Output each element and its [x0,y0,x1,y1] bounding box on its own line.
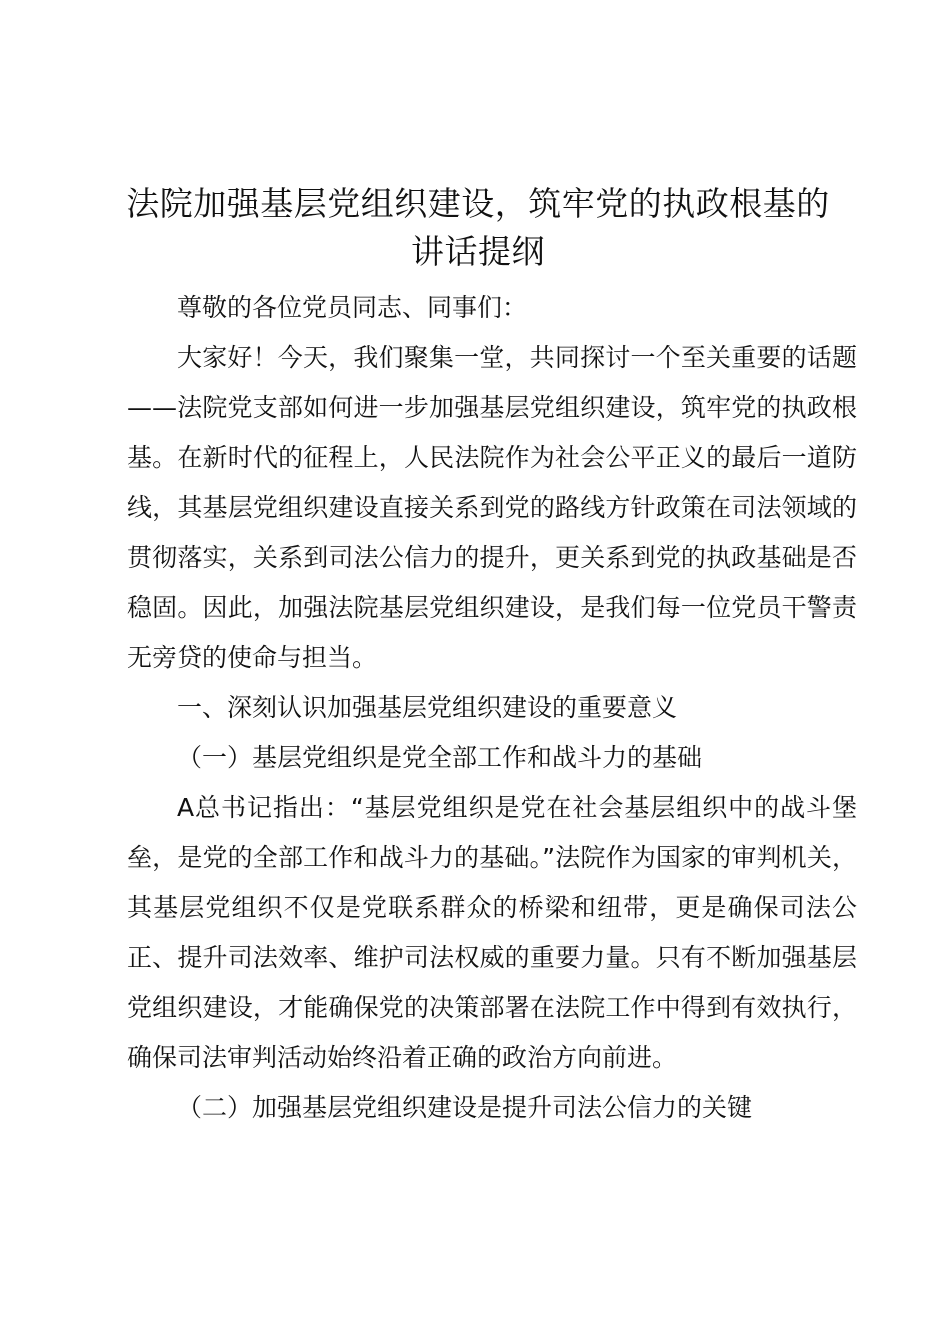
opening-paragraph: 大家好！今天，我们聚集一堂，共同探讨一个至关重要的话题——法院党支部如何进一步加强基层党组织建设，筑牢党的执政根基。在新时代的征程上，人民法院作为社会公平正义的最后一道防线，其基层党组织建设直接关系到党的路线方针政策在司法领域的贯彻落实，关系到司法公信力的提升，更关系到党的执政基础是否稳固。因此，加强法院基层党组织建设，是我们每一位党员干警责无旁贷的使命与担当。 [127,343,857,672]
body-paragraph: A总书记指出：“基层党组织是党在社会基层组织中的战斗堡垒，是党的全部工作和战斗力的基础。”法院作为国家的审判机关，其基层党组织不仅是党联系群众的桥梁和纽带，更是确保司法公正、提升司法效率、维护司法权威的重要力量。只有不断加强基层党组织建设，才能确保党的决策部署在法院工作中得到有效执行，确保司法审判活动始终沿着正确的政治方向前进。 [127,793,857,1072]
document-body [127,283,857,1133]
salutation-paragraph: 尊敬的各位党员同志、同事们： [177,293,528,322]
document-title: 法院加强基层党组织建设，筑牢党的执政根基的讲话提纲 [126,184,830,271]
subsection-heading-1: （一）基层党组织是党全部工作和战斗力的基础 [177,743,703,772]
subsection-heading-2: （二）加强基层党组织建设是提升司法公信力的关键 [177,1093,753,1122]
section-heading-1: 一、深刻认识加强基层党组织建设的重要意义 [177,693,678,722]
